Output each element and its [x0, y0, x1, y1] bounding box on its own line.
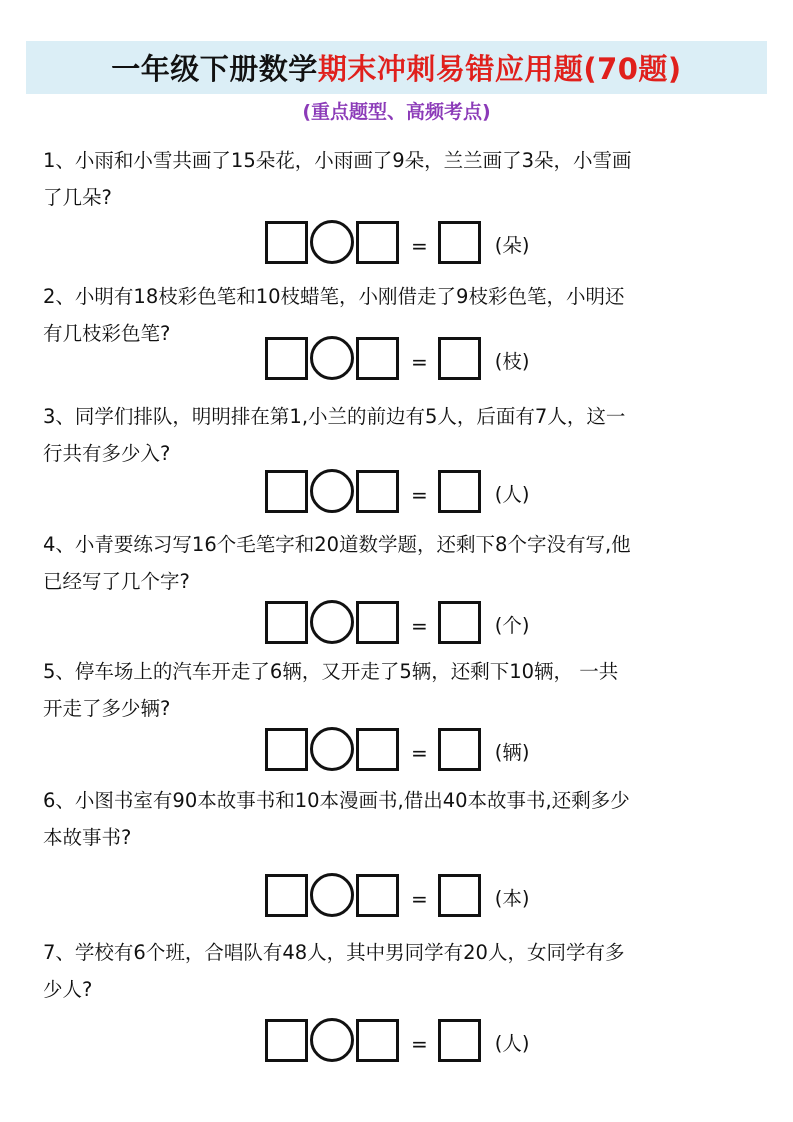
result-box[interactable] [438, 728, 481, 771]
unit-label: (本) [494, 887, 530, 910]
equals-sign: = [411, 1032, 428, 1056]
equals-sign: = [411, 483, 428, 507]
answer-box[interactable] [265, 728, 308, 771]
equation-1 [265, 220, 529, 264]
subtitle: (重点题型、高频考点) [302, 101, 491, 123]
title-topic: 期末冲刺易错应用题(70题) [317, 52, 682, 86]
result-box[interactable] [438, 337, 481, 380]
answer-box[interactable] [356, 874, 399, 917]
title-banner [26, 41, 767, 94]
title-grade: 一年级下册数学 [111, 52, 318, 86]
answer-box[interactable] [356, 470, 399, 513]
operator-circle[interactable] [310, 873, 354, 917]
answer-box[interactable] [265, 470, 308, 513]
problem-4 [43, 526, 755, 600]
problem-text: 5、停车场上的汽车开走了6辆，又开走了5辆，还剩下10辆， 一共 [43, 660, 619, 683]
answer-box[interactable] [356, 337, 399, 380]
unit-label: (人) [494, 1032, 530, 1055]
problem-text: 行共有多少入? [43, 442, 171, 465]
equals-sign: = [411, 741, 428, 765]
problem-text: 7、学校有6个班，合唱队有48人，其中男同学有20人，女同学有多 [43, 941, 625, 964]
answer-box[interactable] [356, 1019, 399, 1062]
equation-3 [265, 469, 529, 513]
problem-text: 了几朵? [43, 186, 112, 209]
operator-circle[interactable] [310, 469, 354, 513]
equation-7 [265, 1018, 529, 1062]
result-box[interactable] [438, 221, 481, 264]
problem-text: 2、小明有18枝彩色笔和10枝蜡笔，小刚借走了9枝彩色笔，小明还 [43, 285, 625, 308]
problem-6 [43, 782, 755, 856]
equation-6 [265, 873, 529, 917]
problem-7 [43, 934, 755, 1008]
answer-box[interactable] [356, 601, 399, 644]
equals-sign: = [411, 350, 428, 374]
answer-box[interactable] [265, 874, 308, 917]
unit-label: (辆) [494, 741, 530, 764]
problem-text: 已经写了几个字? [43, 570, 190, 593]
operator-circle[interactable] [310, 1018, 354, 1062]
equals-sign: = [411, 614, 428, 638]
equation-2 [265, 336, 529, 380]
answer-box[interactable] [356, 221, 399, 264]
answer-box[interactable] [265, 337, 308, 380]
problem-5 [43, 653, 755, 727]
problem-text: 本故事书? [43, 826, 132, 849]
problem-text: 1、小雨和小雪共画了15朵花，小雨画了9朵，兰兰画了3朵，小雪画 [43, 149, 632, 172]
answer-box[interactable] [265, 601, 308, 644]
operator-circle[interactable] [310, 220, 354, 264]
answer-box[interactable] [265, 1019, 308, 1062]
unit-label: (个) [494, 614, 530, 637]
result-box[interactable] [438, 470, 481, 513]
problem-text: 6、小图书室有90本故事书和10本漫画书,借出40本故事书,还剩多少 [43, 789, 630, 812]
equation-5 [265, 727, 529, 771]
equals-sign: = [411, 887, 428, 911]
problem-text: 有几枝彩色笔? [43, 322, 171, 345]
unit-label: (人) [494, 483, 530, 506]
unit-label: (枝) [494, 350, 530, 373]
problem-1 [43, 142, 755, 216]
unit-label: (朵) [494, 234, 530, 257]
operator-circle[interactable] [310, 727, 354, 771]
problem-3 [43, 398, 755, 472]
equals-sign: = [411, 234, 428, 258]
result-box[interactable] [438, 601, 481, 644]
answer-box[interactable] [265, 221, 308, 264]
result-box[interactable] [438, 874, 481, 917]
result-box[interactable] [438, 1019, 481, 1062]
operator-circle[interactable] [310, 336, 354, 380]
problem-text: 3、同学们排队，明明排在第1,小兰的前边有5人，后面有7人，这一 [43, 405, 626, 428]
equation-4 [265, 600, 529, 644]
problem-text: 4、小青要练习写16个毛笔字和20道数学题，还剩下8个字没有写,他 [43, 533, 631, 556]
operator-circle[interactable] [310, 600, 354, 644]
problem-text: 开走了多少辆? [43, 697, 171, 720]
problem-text: 少人? [43, 978, 93, 1001]
answer-box[interactable] [356, 728, 399, 771]
